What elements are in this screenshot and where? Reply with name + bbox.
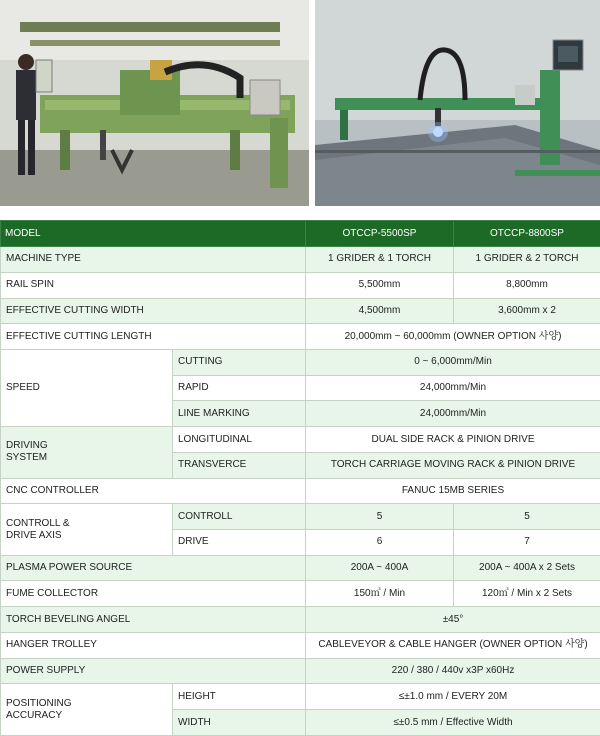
value-fume-8800: 120㎥ / Min x 2 Sets xyxy=(454,581,600,607)
value-speed-cutting: 0 ~ 6,000mm/Min xyxy=(306,350,600,376)
value-fume-5500: 150㎥ / Min xyxy=(306,581,454,607)
label-controll: CONTROLL xyxy=(173,504,306,530)
label-torch-beveling-angel: TORCH BEVELING ANGEL xyxy=(1,607,306,633)
value-speed-line-marking: 24,000mm/Min xyxy=(306,401,600,427)
value-height: ≤±1.0 mm / EVERY 20M xyxy=(306,684,600,710)
label-transverce: TRANSVERCE xyxy=(173,452,306,478)
row-controll xyxy=(1,504,600,530)
row-hanger-trolley xyxy=(1,632,600,658)
value-hanger-trolley: CABLEVEYOR & CABLE HANGER (OWNER OPTION 사양) xyxy=(306,632,600,658)
header-model-5500: OTCCP-5500SP xyxy=(306,221,454,247)
label-speed: SPEED xyxy=(1,350,173,427)
label-longitudinal: LONGITUDINAL xyxy=(173,427,306,453)
row-driving-longitudinal xyxy=(1,427,600,453)
row-cnc-controller xyxy=(1,478,600,504)
row-rail-spin xyxy=(1,272,600,298)
label-drive: DRIVE xyxy=(173,530,306,556)
row-machine-type xyxy=(1,247,600,273)
value-controll-8800: 5 xyxy=(454,504,600,530)
row-effective-cutting-length xyxy=(1,324,600,350)
spec-table xyxy=(0,220,600,736)
value-machine-type-8800: 1 GRIDER & 2 TORCH xyxy=(454,247,600,273)
value-controll-5500: 5 xyxy=(306,504,454,530)
label-plasma-power-source: PLASMA POWER SOURCE xyxy=(1,555,306,581)
label-machine-type: MACHINE TYPE xyxy=(1,247,306,273)
value-effective-cutting-length: 20,000mm ~ 60,000mm (OWNER OPTION 사양) xyxy=(306,324,600,350)
label-effective-cutting-width: EFFECTIVE CUTTING WIDTH xyxy=(1,298,306,324)
label-controll-line1: CONTROLL & xyxy=(6,517,70,529)
label-driving-system xyxy=(1,427,173,478)
photo-strip xyxy=(0,0,600,212)
value-effective-width-5500: 4,500mm xyxy=(306,298,454,324)
label-controll-drive-axis xyxy=(1,504,173,555)
label-driving-line2: SYSTEM xyxy=(6,452,48,464)
value-torch-beveling-angel: ±45° xyxy=(306,607,600,633)
table-header-row xyxy=(1,221,600,247)
label-positioning-line2: ACCURACY xyxy=(6,709,63,721)
value-drive-5500: 6 xyxy=(306,530,454,556)
row-power-supply xyxy=(1,658,600,684)
label-height: HEIGHT xyxy=(173,684,306,710)
value-plasma-5500: 200A ~ 400A xyxy=(306,555,454,581)
label-fume-collector: FUME COLLECTOR xyxy=(1,581,306,607)
row-torch-beveling-angel xyxy=(1,607,600,633)
value-drive-8800: 7 xyxy=(454,530,600,556)
label-power-supply: POWER SUPPLY xyxy=(1,658,306,684)
label-driving-line1: DRIVING xyxy=(6,440,48,452)
row-fume-collector xyxy=(1,581,600,607)
label-controll-line2: DRIVE AXIS xyxy=(6,529,62,541)
header-model: MODEL xyxy=(1,221,306,247)
label-rail-spin: RAIL SPIN xyxy=(1,272,306,298)
label-speed-cutting: CUTTING xyxy=(173,350,306,376)
value-cnc-controller: FANUC 15MB SERIES xyxy=(306,478,600,504)
cutting-machine-photo-1 xyxy=(0,0,309,206)
value-longitudinal: DUAL SIDE RACK & PINION DRIVE xyxy=(306,427,600,453)
label-effective-cutting-length: EFFECTIVE CUTTING LENGTH xyxy=(1,324,306,350)
value-transverce: TORCH CARRIAGE MOVING RACK & PINION DRIVE xyxy=(306,452,600,478)
cutting-machine-photo-1-icon xyxy=(0,0,309,206)
header-model-8800: OTCCP-8800SP xyxy=(454,221,600,247)
row-effective-cutting-width xyxy=(1,298,600,324)
row-positioning-height xyxy=(1,684,600,710)
value-width: ≤±0.5 mm / Effective Width xyxy=(306,710,600,736)
label-positioning-accuracy xyxy=(1,684,173,736)
value-machine-type-5500: 1 GRIDER & 1 TORCH xyxy=(306,247,454,273)
value-rail-spin-5500: 5,500mm xyxy=(306,272,454,298)
label-speed-rapid: RAPID xyxy=(173,375,306,401)
value-effective-width-8800: 3,600mm x 2 xyxy=(454,298,600,324)
row-speed-cutting xyxy=(1,350,600,376)
label-width: WIDTH xyxy=(173,710,306,736)
value-power-supply: 220 / 380 / 440v x3P x60Hz xyxy=(306,658,600,684)
cutting-machine-photo-2 xyxy=(315,0,600,206)
label-speed-line-marking: LINE MARKING xyxy=(173,401,306,427)
value-plasma-8800: 200A ~ 400A x 2 Sets xyxy=(454,555,600,581)
value-rail-spin-8800: 8,800mm xyxy=(454,272,600,298)
row-plasma-power-source xyxy=(1,555,600,581)
label-cnc-controller: CNC CONTROLLER xyxy=(1,478,306,504)
label-hanger-trolley: HANGER TROLLEY xyxy=(1,632,306,658)
value-speed-rapid: 24,000mm/Min xyxy=(306,375,600,401)
cutting-machine-photo-2-icon xyxy=(315,0,600,206)
label-positioning-line1: POSITIONING xyxy=(6,697,72,709)
